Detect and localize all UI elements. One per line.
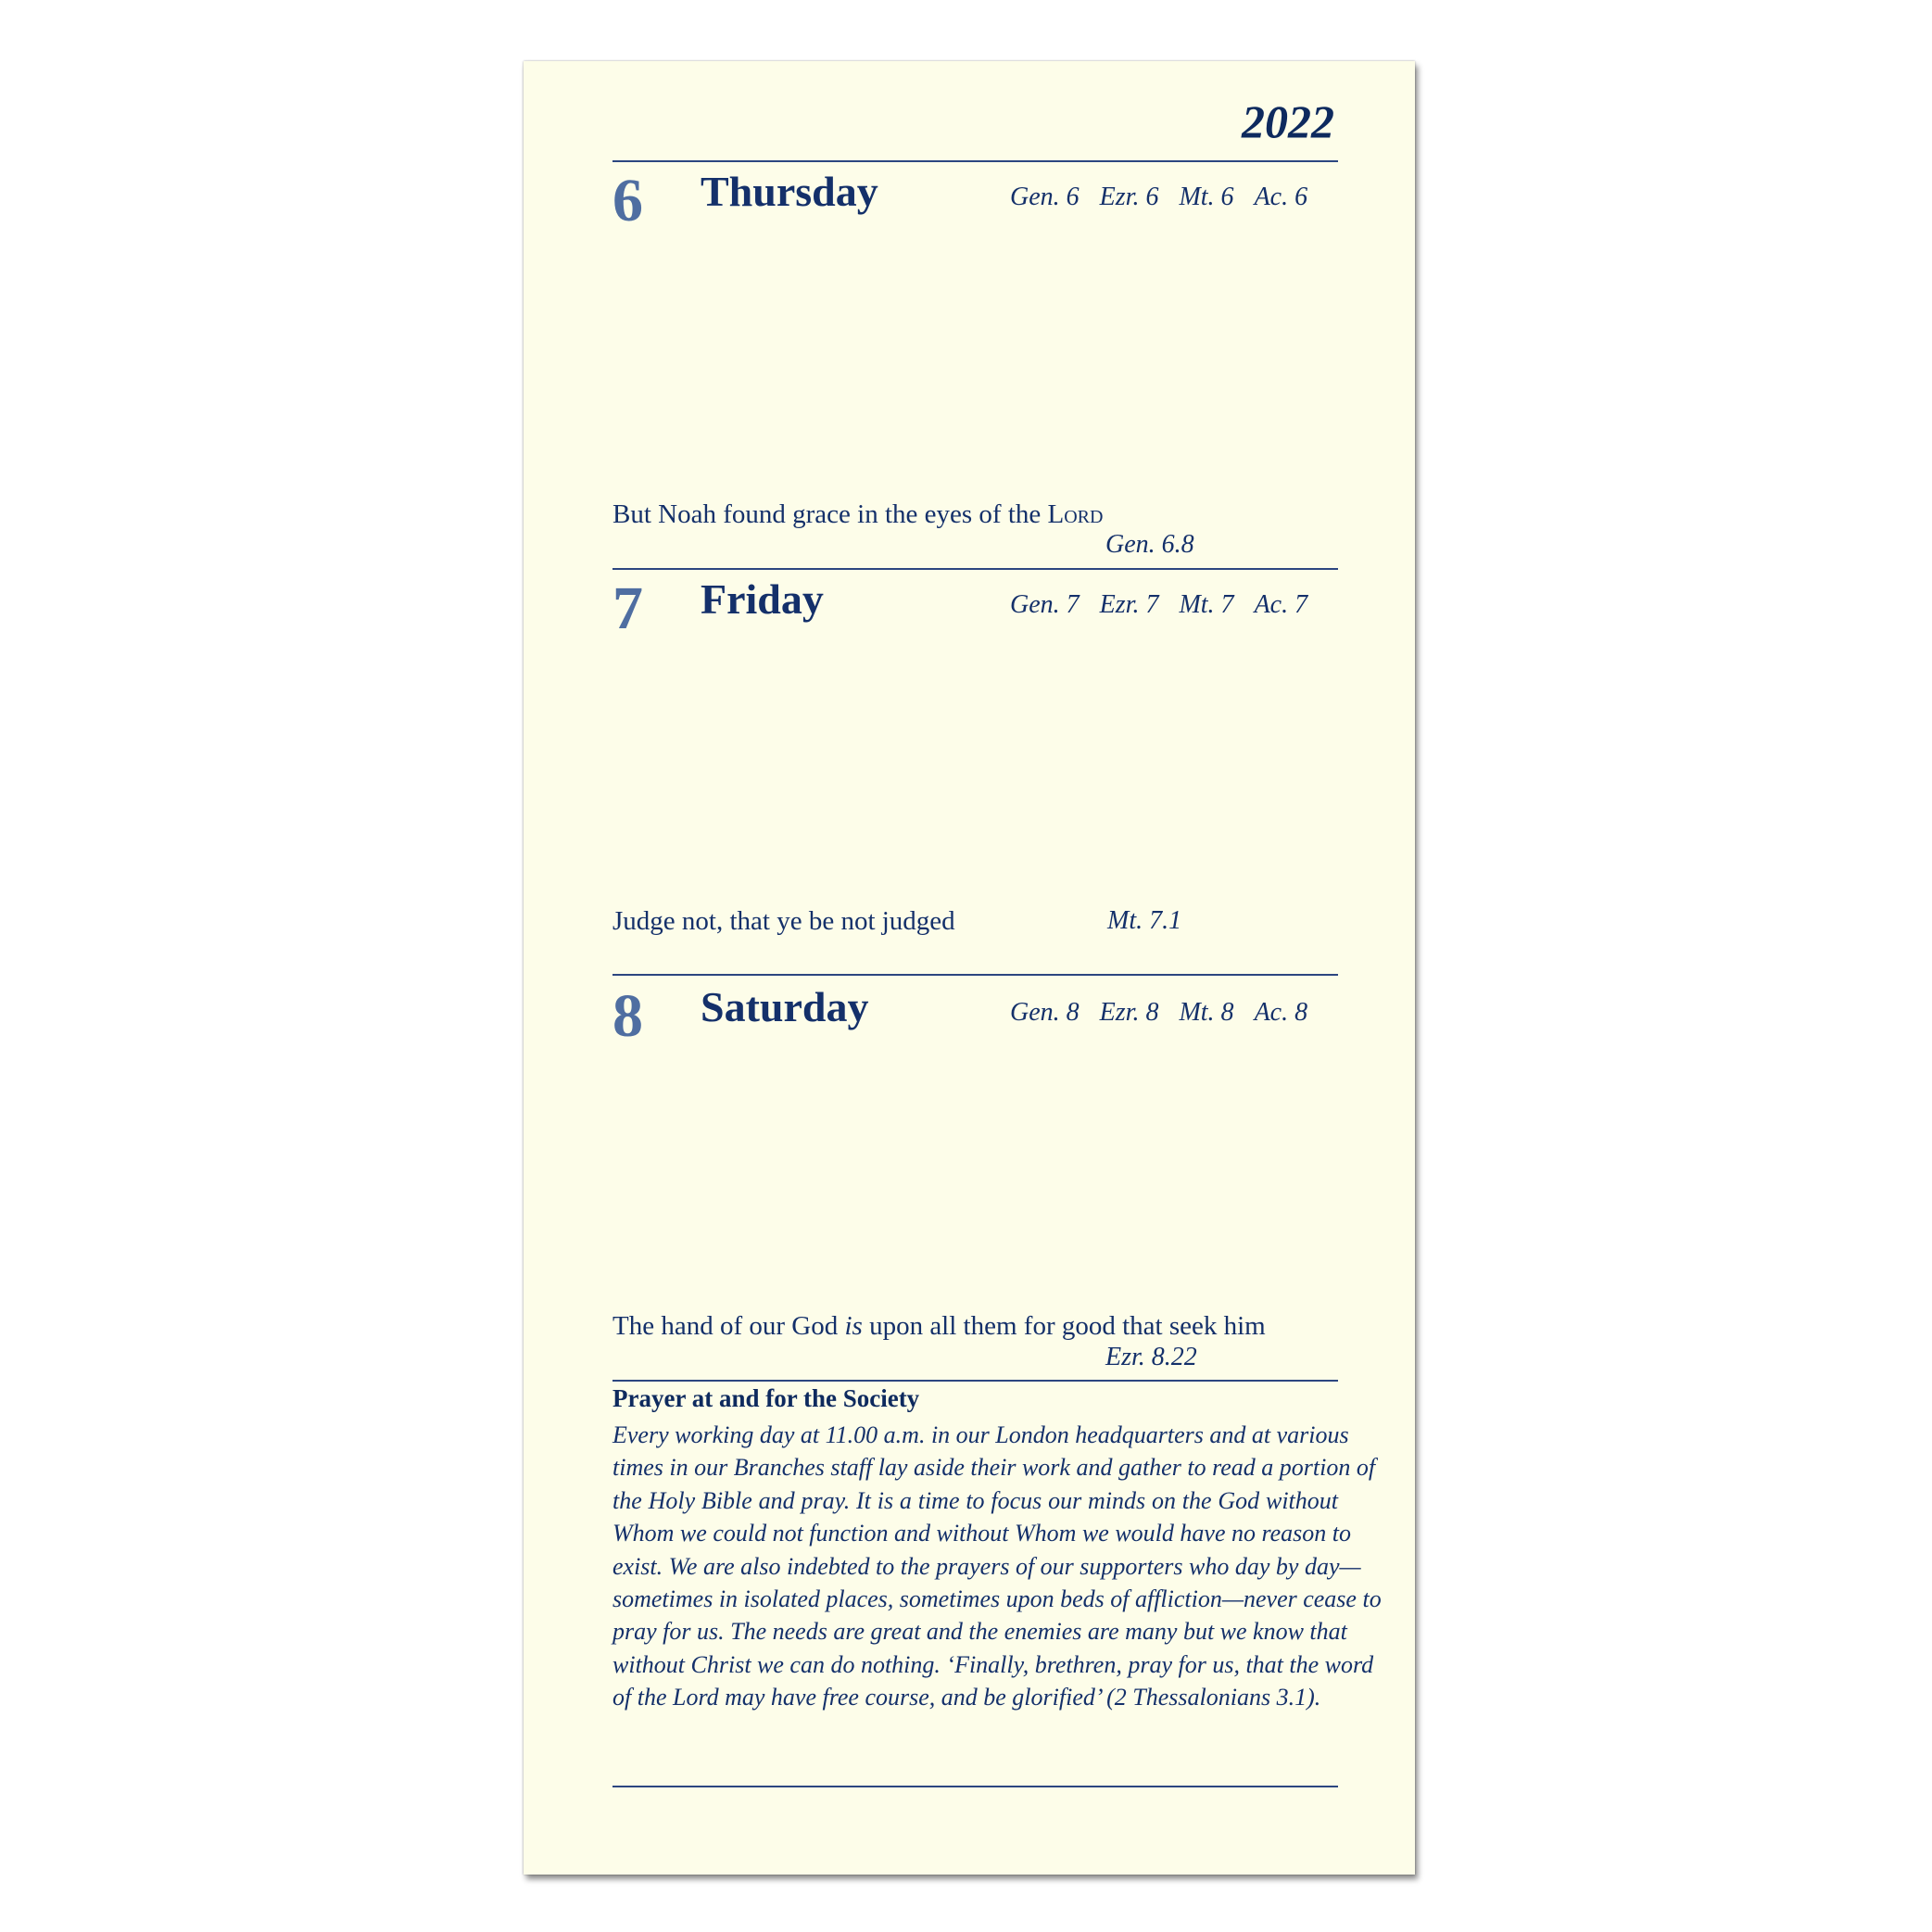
panel-line: without Christ we can do nothing. ‘Finally, brethren, pray for us, that the word bbox=[612, 1650, 1374, 1678]
panel-title: Prayer at and for the Society bbox=[612, 1384, 920, 1412]
day-divider bbox=[612, 568, 1338, 570]
day-divider bbox=[612, 974, 1338, 976]
verse-text: Judge not, that ye be not judged bbox=[612, 906, 955, 936]
reading-mt: Mt. 8 bbox=[1179, 998, 1234, 1027]
reading-gen: Gen. 6 bbox=[1010, 183, 1080, 211]
panel-line: the Holy Bible and pray. It is a time to focus our minds on the God without bbox=[612, 1486, 1338, 1514]
panel-body bbox=[612, 1419, 1382, 1714]
day-divider bbox=[612, 160, 1338, 162]
day-number: 6 bbox=[612, 167, 643, 234]
panel-line: exist. We are also indebted to the prayers of our supporters who day by day— bbox=[612, 1552, 1361, 1580]
panel-line: Every working day at 11.00 a.m. in our London headquarters and at various bbox=[612, 1421, 1349, 1448]
panel-line: sometimes in isolated places, sometimes upon beds of affliction—never cease to bbox=[612, 1585, 1382, 1613]
day-name: Friday bbox=[701, 575, 824, 623]
daily-readings bbox=[1010, 1000, 1344, 1026]
reading-ezr: Ezr. 8 bbox=[1099, 998, 1159, 1027]
reading-mt: Mt. 7 bbox=[1179, 590, 1234, 619]
verse-reference: Mt. 7.1 bbox=[1107, 906, 1182, 935]
verse-text: But Noah found grace in the eyes of the Lord bbox=[612, 499, 1104, 529]
daily-readings bbox=[1010, 184, 1344, 210]
reading-gen: Gen. 7 bbox=[1010, 590, 1080, 619]
day-number: 8 bbox=[612, 982, 643, 1050]
daily-readings bbox=[1010, 592, 1344, 618]
year-label: 2022 bbox=[1242, 95, 1334, 147]
reading-ac: Ac. 7 bbox=[1254, 590, 1308, 619]
day-name: Thursday bbox=[701, 168, 878, 215]
panel-divider bbox=[612, 1380, 1338, 1382]
diary-page bbox=[524, 61, 1415, 1875]
reading-mt: Mt. 6 bbox=[1179, 183, 1234, 211]
reading-gen: Gen. 8 bbox=[1010, 998, 1080, 1027]
reading-ezr: Ezr. 6 bbox=[1099, 183, 1159, 211]
reading-ac: Ac. 8 bbox=[1254, 998, 1308, 1027]
verse-reference: Ezr. 8.22 bbox=[1105, 1343, 1197, 1371]
panel-line: pray for us. The needs are great and the enemies are many but we know that bbox=[612, 1618, 1347, 1646]
reading-ac: Ac. 6 bbox=[1254, 183, 1308, 211]
verse-reference: Gen. 6.8 bbox=[1105, 530, 1194, 559]
reading-ezr: Ezr. 7 bbox=[1099, 590, 1159, 619]
panel-line: of the Lord may have free course, and be glorified’ (2 Thessalonians 3.1). bbox=[612, 1684, 1321, 1711]
panel-line: times in our Branches staff lay aside their work and gather to read a portion of bbox=[612, 1454, 1376, 1482]
panel-line: Whom we could not function and without Whom we would have no reason to bbox=[612, 1520, 1352, 1547]
day-number: 7 bbox=[612, 575, 643, 642]
day-name: Saturday bbox=[701, 983, 869, 1030]
bottom-divider bbox=[612, 1786, 1338, 1787]
verse-text: The hand of our God is upon all them for good that seek him bbox=[612, 1311, 1266, 1341]
